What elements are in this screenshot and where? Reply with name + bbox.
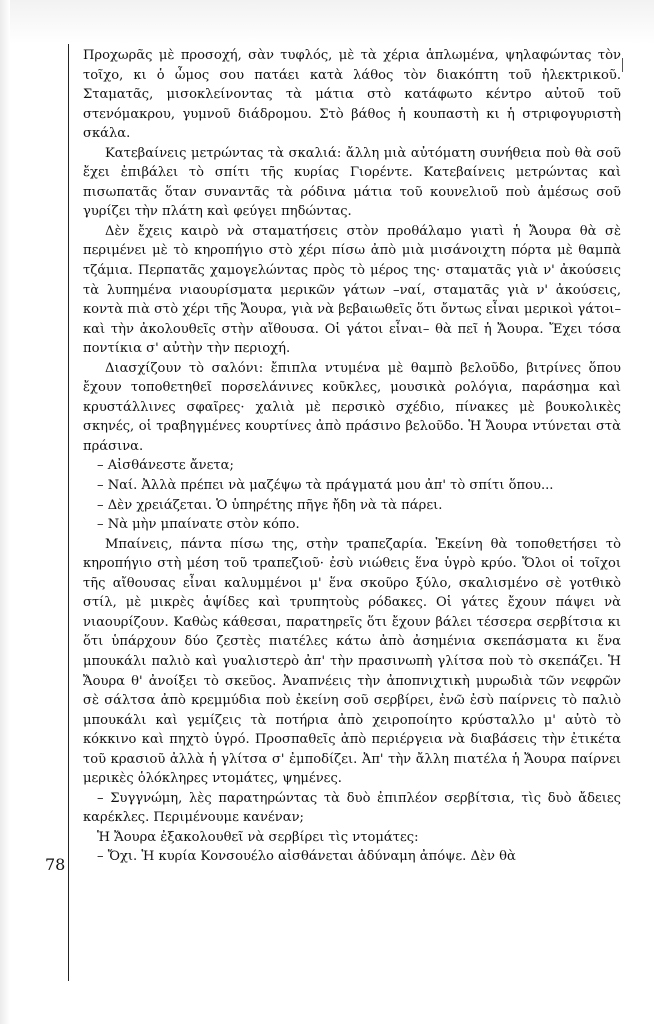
paragraph: Κατεβαίνεις μετρώντας τὰ σκαλιά: ἄλλη μιὰ αὐτόματη συνήθεια ποὺ θὰ σοῦ ἔχει ἐπιβάλει τὸ σπίτι τῆς κυρίας Γιορέντε. Κατεβαίνεις μετρώντας καὶ πισωπατᾶς ὅταν συναντᾶς τὰ ρόδινα μάτια τοῦ κουνελιοῦ ποὺ ἀμέσως σοῦ γυρίζει τὴν πλάτη καὶ φεύγει πηδώντας. [83,145,621,220]
dialogue-line: – Ναί. Ἀλλὰ πρέπει νὰ μαζέψω τὰ πράγματά μου ἀπ' τὸ σπίτι ὅπου... [97,478,554,494]
scan-mark [622,58,623,72]
paragraph: Μπαίνεις, πάντα πίσω της, στὴν τραπεζαρία. Ἐκείνη θὰ τοποθετήσει τὸ κηροπήγιο στὴ μέση τοῦ τραπεζιοῦ· ἐσὺ νιώθεις ἕνα ὑγρὸ κρύο. Ὅλοι οἱ τοῖχοι τῆς αἴθουσας εἶναι καλυμμένοι μ' ἕνα σκοῦρο ξύλο, σκαλισμένο σὲ γοτθικὸ στίλ, μὲ μικρὲς ἁψίδες καὶ τρυπητοὺς ρόδακες. Οἱ γάτες ἔχουν πάψει νὰ νιαουρίζουν. Καθὼς κάθεσαι, παρατηρεῖς ὅτι ἔχουν βάλει τέσσερα σερβίτσια κι ὅτι ὑπάρχουν δύο ζεστὲς πιατέλες κάτω ἀπὸ ἀσημένια σκεπάσματα κι ἕνα μπουκάλι παλιὸ καὶ γυαλιστερὸ ἀπ' τὴν πρασινωπὴ γλίτσα ποὺ τὸ σκεπάζει. Ἡ Ἄουρα θ' ἀνοίξει τὸ σκεῦος. Ἀναπνέεις τὴν ἀποπνιχτικὴ μυρωδιὰ τῶν νεφρῶν σὲ σάλτσα ἀπὸ κρεμμύδια ποὺ ἐκείνη σοῦ σερβίρει, ἐνῶ ἐσὺ παίρνεις τὸ παλιὸ μπουκάλι καὶ γεμίζεις τὰ ποτήρια ἀπὸ χειροποίητο κρύσταλλο μ' αὐτὸ τὸ κόκκινο καὶ πηχτὸ ὑγρό. Προσπαθεῖς ἀπὸ περιέργεια νὰ διαβάσεις τὴν ἐτικέτα τοῦ κρασιοῦ ἀλλὰ ἡ γλίτσα σ' ἐμποδίζει. Ἀπ' τὴν ἄλλη πιατέλα ἡ Ἄουρα παίρνει μερικὲς ὁλόκληρες ντομάτες, ψημένες. [83,536,621,787]
scan-top-shadow [0,0,654,44]
dialogue-line: – Νὰ μὴν μπαίνατε στὸν κόπο. [97,517,300,533]
dialogue-line: – Συγγνώμη, λὲς παρατηρώντας τὰ δυὸ ἐπιπλέον σερβίτσια, τὶς δυὸ ἄδειες καρέκλες. Περιμένουμε κανέναν; [83,790,621,826]
paragraph: Διασχίζουν τὸ σαλόνι: ἔπιπλα ντυμένα μὲ θαμπὸ βελοῦδο, βιτρίνες ὅπου ἔχουν τοποθετηθεῖ πορσελάνινες κοῦκλες, μουσικὰ ρολόγια, παράσημα καὶ κρυστάλλινες σφαῖρες· χαλιὰ μὲ περσικὸ σχέδιο, πίνακες μὲ βουκολικὲς σκηνές, οἱ τραβηγμένες κουρτίνες ἀπὸ πράσινο βελοῦδο. Ἡ Ἄουρα ντύνεται στὰ πράσινα. [83,360,621,454]
body-text [83,46,621,867]
dialogue-line: – Ὄχι. Ἡ κυρία Κονσουέλο αἰσθάνεται ἀδύναμη ἀπόψε. Δὲν θὰ [97,849,516,865]
paragraph: Προχωρᾶς μὲ προσοχή, σὰν τυφλός, μὲ τὰ χέρια ἁπλωμένα, ψηλαφώντας τὸν τοῖχο, κι ὁ ὦμος σου πατάει κατὰ λάθος τὸν διακόπτη τοῦ ἠλεκτρικοῦ. Σταματᾶς, μισοκλείνοντας τὰ μάτια στὸ κατάφωτο κέντρο αὐτοῦ τοῦ στενόμακρου, γυμνοῦ διάδρομου. Στὸ βάθος ἡ κουπαστὴ κι ἡ στριφογυριστὴ σκάλα. [83,48,621,142]
scan-left-edge [0,0,10,1024]
margin-rule [68,44,69,981]
dialogue-line: – Αἰσθάνεστε ἄνετα; [97,458,234,474]
dialogue-line: – Δὲν χρειάζεται. Ὁ ὑπηρέτης πῆγε ἤδη νὰ τὰ πάρει. [97,497,443,513]
paragraph: Δὲν ἔχεις καιρὸ νὰ σταματήσεις στὸν προθάλαμο γιατὶ ἡ Ἄουρα θὰ σὲ περιμένει μὲ τὸ κηροπήγιο στὸ χέρι πίσω ἀπὸ μιὰ μισάνοιχτη πόρτα μὲ θαμπὰ τζάμια. Περπατᾶς χαμογελώντας πρὸς τὸ μέρος της· σταματᾶς γιὰ ν' ἀκούσεις τὰ λυπημένα νιαουρίσματα μερικῶν γάτων –ναί, σταματᾶς γιὰ ν' ἀκούσεις, κοντὰ πιὰ στὸ χέρι τῆς Ἄουρα, γιὰ νὰ βεβαιωθεῖς ὅτι ὄντως εἶναι μερικοὶ γάτοι– καὶ τὴν ἀκολουθεῖς στὴν αἴθουσα. Οἱ γάτοι εἶναι– θὰ πεῖ ἡ Ἄουρα. Ἔχει τόσα ποντίκια σ' αὐτὴν τὴν περιοχή. [83,223,621,357]
paragraph: Ἡ Ἄουρα ἐξακολουθεῖ νὰ σερβίρει τὶς ντομάτες: [97,829,419,845]
page-number: 78 [45,855,66,874]
